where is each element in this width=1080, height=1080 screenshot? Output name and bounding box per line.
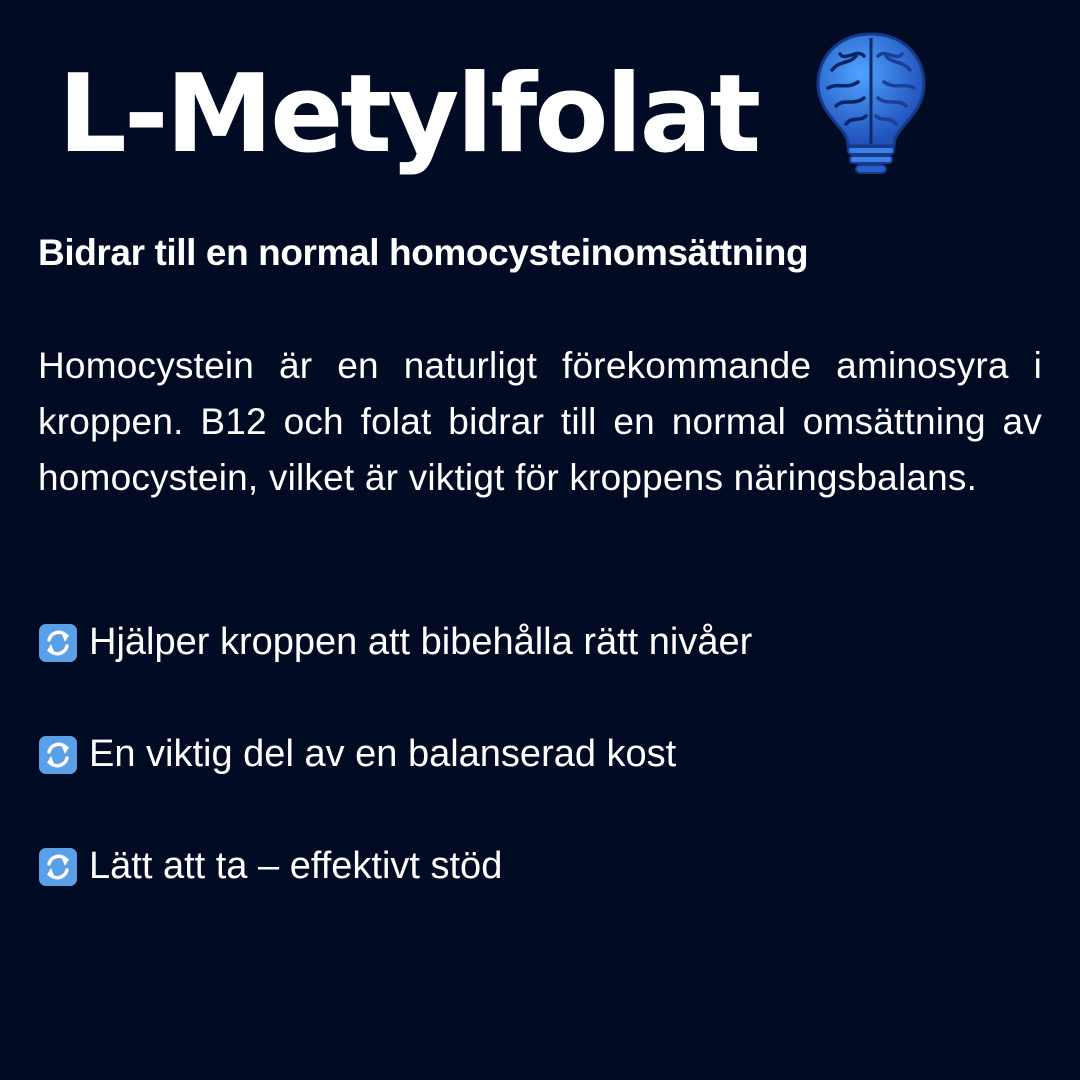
body-paragraph: Homocystein är en naturligt förekommande aminosyra i kroppen. B12 och folat bidrar till en normal omsättning av homocystein, vilket är viktigt för kroppens näringsbalans.	[38, 345, 1042, 498]
bullet-text: En viktig del av en balanserad kost	[89, 732, 677, 775]
bullet-text: Hjälper kroppen att bibehålla rätt nivåer	[89, 620, 753, 663]
bullet-list	[38, 614, 1042, 950]
subtitle: Bidrar till en normal homocysteinomsättning	[38, 232, 809, 273]
title-row	[58, 40, 1038, 200]
counterclockwise-arrows-icon	[38, 623, 78, 663]
bullet-item	[38, 838, 1042, 894]
bullet-text: Lätt att ta – effektivt stöd	[89, 844, 503, 887]
counterclockwise-arrows-icon	[38, 847, 78, 887]
bullet-item	[38, 726, 1042, 782]
page-title: L-Metylfolat	[58, 52, 759, 177]
bullet-item	[38, 614, 1042, 670]
brain-lightbulb-icon	[806, 26, 936, 176]
counterclockwise-arrows-icon	[38, 735, 78, 775]
